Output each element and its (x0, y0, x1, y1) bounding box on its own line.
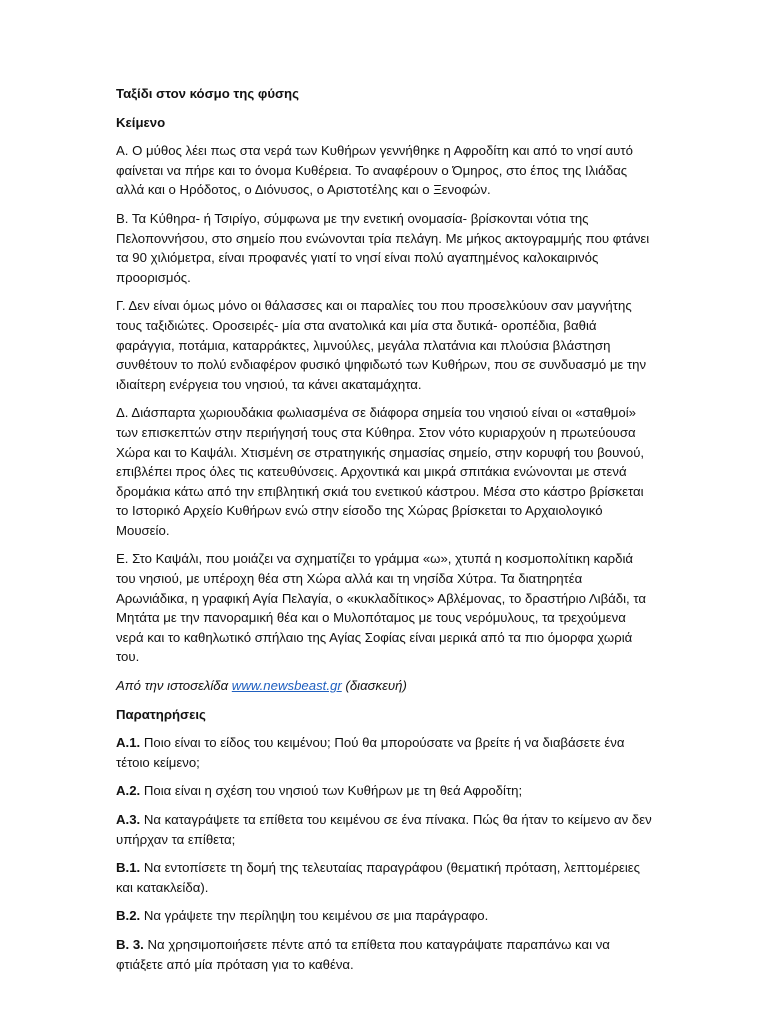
source-prefix: Από την ιστοσελίδα (116, 678, 229, 694)
question-number: Β.2. (116, 908, 141, 924)
notes-section-heading: Παρατηρήσεις (116, 706, 206, 722)
question-b3 (116, 935, 656, 974)
paragraph-d: Δ. Διάσπαρτα χωριουδάκια φωλιασμένα σε διάφορα σημεία του νησιού είναι οι «σταθμοί» των επισκεπτών στην περιήγησή τους στα Κύθηρα. Στον νότο κυριαρχούν η πρωτεύουσα Χώρα και το Καψάλι. Χτισμένη σε στρατηγικής σημασίας σημείο, στην κορυφή του βουνού, επιβλέπει προς όλες τις κατευθύνσεις. Αρχοντικά και μικρά σπιτάκια ενώνονται με στενά δρομάκια κάτω από την επιβλητική σκιά του ενετικού κάστρου. Μέσα στο κάστρο βρίσκεται το Ιστορικό Αρχείο Κυθήρων ενώ στην είσοδο της Χώρας βρίσκεται το Αρχαιολογικό Μουσείο. (116, 405, 645, 538)
question-a1 (116, 733, 656, 772)
question-number: Α.1. (116, 735, 141, 751)
question-text: Να γράψετε την περίληψη του κειμένου σε μια παράγραφο. (143, 908, 489, 924)
question-text: Να εντοπίσετε τη δομή της τελευταίας παραγράφου (θεματική πρόταση, λεπτομέρειες και κατακλείδα). (116, 860, 640, 895)
question-text: Ποιο είναι το είδος του κειμένου; Πού θα μπορούσατε να βρείτε ή να διαβάσετε ένα τέτοιο κείμενο; (116, 735, 625, 770)
question-number: Β.1. (116, 860, 141, 876)
document-title: Ταξίδι στον κόσμο της φύσης (116, 86, 299, 101)
question-b1 (116, 858, 656, 897)
question-text: Ποια είναι η σχέση του νησιού των Κυθήρων με τη θεά Αφροδίτη; (143, 783, 523, 799)
paragraph-b: Β. Τα Κύθηρα- ή Τσιρίγο, σύμφωνα με την ενετική ονομασία- βρίσκονται νότια της Πελοποννήσου, στο σημείο που ενώνονται τρία πελάγη. Με μήκος ακτογραμμής που φτάνει τα 90 χιλιόμετρα, είναι προφανές γιατί το νησί είναι πολύ αγαπημένος καλοκαιρινός προορισμός. (116, 210, 650, 285)
question-b2 (116, 906, 656, 926)
source-link[interactable]: www.newsbeast.gr (231, 678, 342, 694)
paragraph-c: Γ. Δεν είναι όμως μόνο οι θάλασσες και οι παραλίες του που προσελκύουν σαν μαγνήτης τους ταξιδιώτες. Οροσειρές- μία στα ανατολικά και μία στα δυτικά- οροπέδια, βαθιά φαράγγια, ποτάμια, καταρράκτες, λιμνούλες, μεγάλα πλατάνια και πλούσια βλάστηση συνθέτουν το πολύ ενδιαφέρον φυσικό ψηφιδωτό των Κυθήρων, που σε συνδυασμό με την ιδιαίτερη ενέργεια του νησιού, τα κάνει ακαταμάχητα. (116, 298, 647, 392)
question-a2 (116, 781, 656, 801)
document-page (116, 84, 656, 983)
paragraph-a: Α. Ο μύθος λέει πως στα νερά των Κυθήρων γεννήθηκε η Αφροδίτη και από το νησί αυτό φαίνεται να πήρε και το όνομα Κυθέρεια. Το αναφέρουν ο Όμηρος, στο έπος της Ιλιάδας αλλά και ο Ηρόδοτος, ο Διόνυσος, ο Αριστοτέλης και ο Ξενοφών. (116, 143, 633, 198)
source-suffix: (διασκευή) (345, 678, 407, 694)
source-line (116, 676, 656, 696)
question-a3 (116, 810, 656, 849)
question-number: Β. 3. (116, 936, 144, 952)
question-number: Α.2. (116, 783, 141, 799)
question-text: Να χρησιμοποιήσετε πέντε από τα επίθετα που καταγράψατε παραπάνω και να φτιάξετε από μία πρόταση για το καθένα. (116, 936, 610, 972)
question-number: Α.3. (116, 812, 141, 827)
paragraph-e: Ε. Στο Καψάλι, που μοιάζει να σχηματίζει το γράμμα «ω», χτυπά η κοσμοπολίτικη καρδιά του νησιού, με υπέροχη θέα στη Χώρα αλλά και τη νησίδα Χύτρα. Τα διατηρητέα Αρωνιάδικα, η γραφική Αγία Πελαγία, ο «κυκλαδίτικος» Αβλέμονας, το δραστήριο Λιβάδι, τα Μητάτα με την πανοραμική θέα και ο Μυλοπόταμος με τους νερόμυλους, τα τρεχούμενα νερά και το καθηλωτικό σπήλαιο της Αγίας Σοφίας είναι μερικά από τα πιο όμορφα χωριά του. (116, 551, 647, 665)
question-text: Να καταγράψετε τα επίθετα του κειμένου σε ένα πίνακα. Πώς θα ήταν το κείμενο αν δεν υπήρχαν τα επίθετα; (116, 812, 652, 847)
text-section-heading: Κείμενο (116, 114, 166, 130)
